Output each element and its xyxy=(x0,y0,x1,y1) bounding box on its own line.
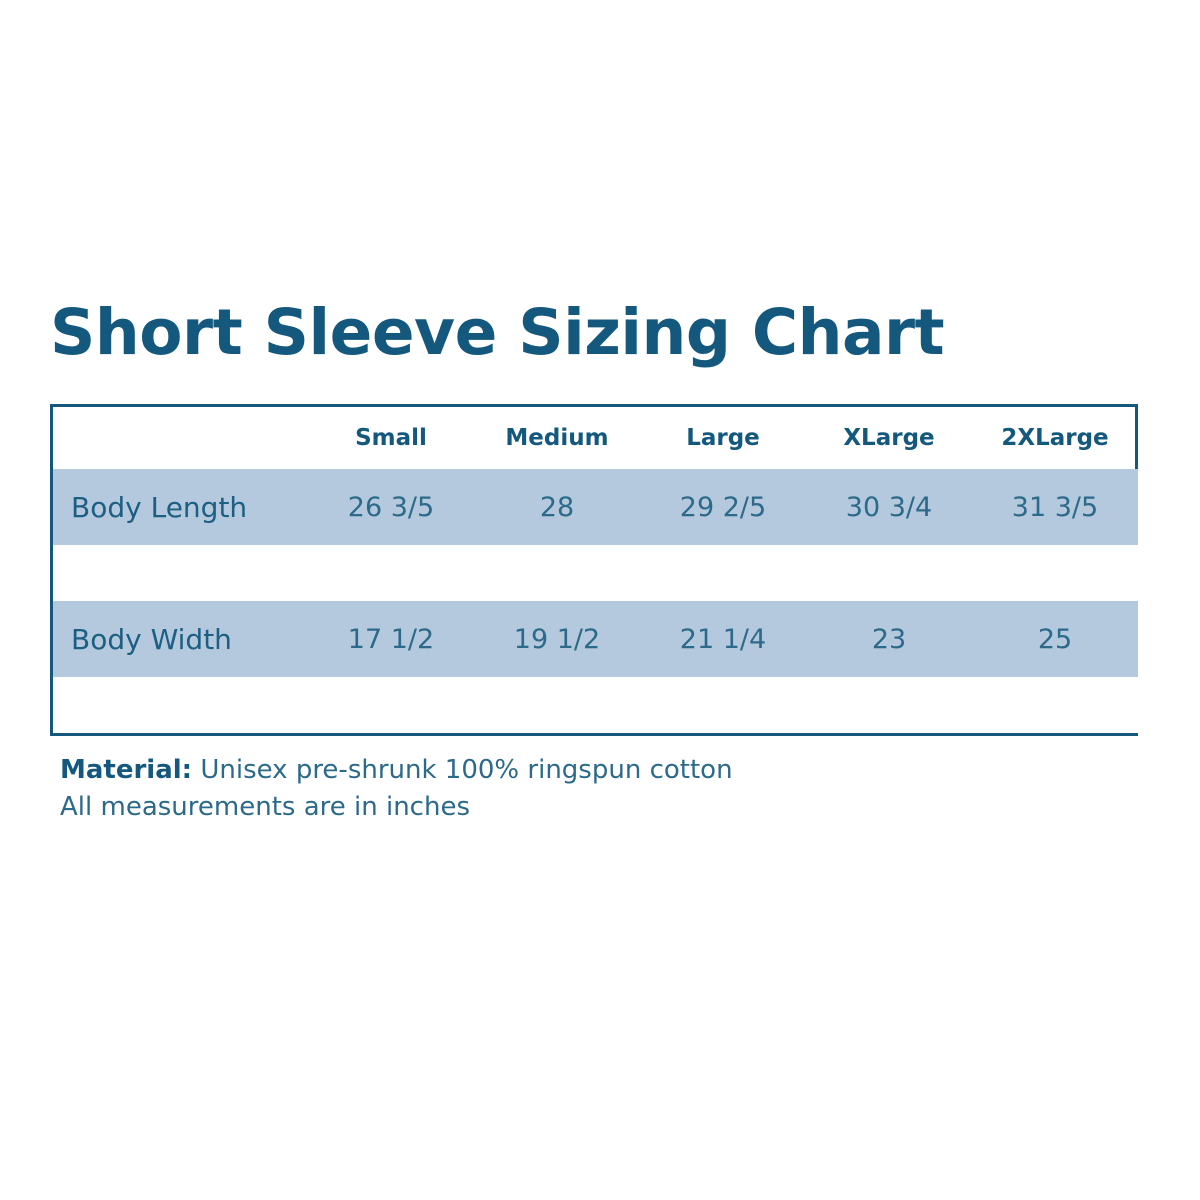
cell-body-width-small: 17 1/2 xyxy=(308,601,474,677)
cell-body-length-xlarge: 30 3/4 xyxy=(806,469,972,545)
cell-body-width-medium: 19 1/2 xyxy=(474,601,640,677)
cell-body-width-large: 21 1/4 xyxy=(640,601,806,677)
page-title: Short Sleeve Sizing Chart xyxy=(50,296,945,369)
material-line xyxy=(60,752,1150,789)
row-label-body-width: Body Width xyxy=(53,601,308,677)
row-label-body-length: Body Length xyxy=(53,469,308,545)
spacer-cell xyxy=(806,677,972,733)
spacer-cell xyxy=(53,545,308,601)
table-corner-cell xyxy=(53,407,308,469)
cell-body-length-medium: 28 xyxy=(474,469,640,545)
column-header-2xlarge: 2XLarge xyxy=(1001,425,1109,452)
table-spacer-row-2 xyxy=(53,677,1138,733)
table-header-row xyxy=(53,407,1138,469)
spacer-cell xyxy=(308,545,474,601)
cell-body-width-2xlarge: 25 xyxy=(972,601,1138,677)
spacer-cell xyxy=(474,545,640,601)
units-line: All measurements are in inches xyxy=(60,792,470,823)
cell-body-length-2xlarge: 31 3/5 xyxy=(972,469,1138,545)
column-header-large: Large xyxy=(686,425,760,452)
spacer-cell xyxy=(972,545,1138,601)
spacer-cell xyxy=(308,677,474,733)
table-row-body-width xyxy=(53,601,1138,677)
column-header-medium: Medium xyxy=(505,425,609,452)
spacer-cell xyxy=(53,677,308,733)
sizing-table-container xyxy=(50,404,1138,736)
spacer-cell xyxy=(640,545,806,601)
cell-body-length-small: 26 3/5 xyxy=(308,469,474,545)
spacer-cell xyxy=(972,677,1138,733)
footnotes xyxy=(50,752,1150,826)
cell-body-width-xlarge: 23 xyxy=(806,601,972,677)
table-row-body-length xyxy=(53,469,1138,545)
table-spacer-row-1 xyxy=(53,545,1138,601)
spacer-cell xyxy=(640,677,806,733)
spacer-cell xyxy=(806,545,972,601)
column-header-xlarge: XLarge xyxy=(843,425,935,452)
column-header-small: Small xyxy=(355,425,427,452)
chart-content xyxy=(50,296,1150,826)
material-label: Material: xyxy=(60,755,193,786)
sizing-table xyxy=(53,407,1138,733)
spacer-cell xyxy=(474,677,640,733)
material-text: Unisex pre-shrunk 100% ringspun cotton xyxy=(200,755,733,786)
cell-body-length-large: 29 2/5 xyxy=(640,469,806,545)
